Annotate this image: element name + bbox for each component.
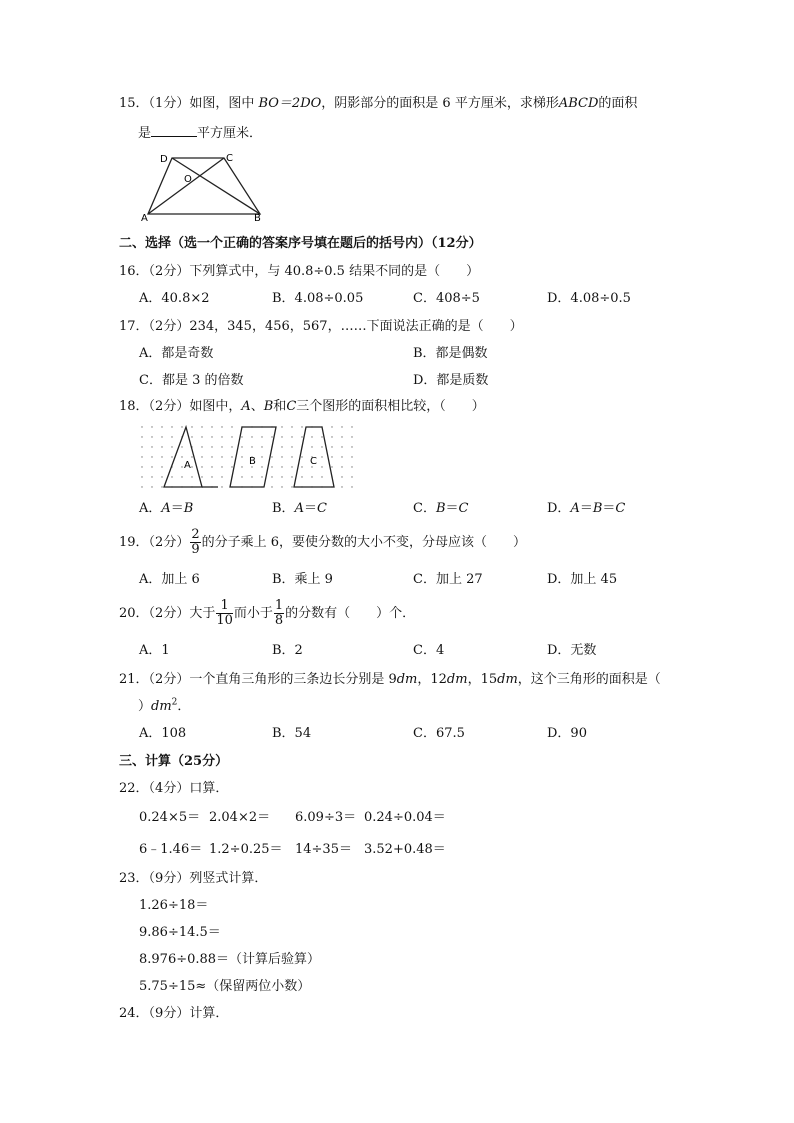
q21-opt-c[interactable]: C．67.5 [413, 726, 465, 741]
q23-item-3: 8.976÷0.88＝（计算后验算） [139, 952, 321, 967]
q17-opt-d[interactable]: D．都是质数 [413, 373, 489, 388]
label-d: D [160, 154, 168, 165]
q17-opt-c[interactable]: C．都是 3 的倍数 [139, 373, 244, 388]
q16-opt-d[interactable]: D．4.08÷0.5 [547, 291, 631, 306]
shape-label-c: C [310, 456, 317, 467]
grid-dots [141, 426, 352, 487]
q18-opt-d[interactable]: D．A＝B＝C [547, 501, 626, 516]
q15-eq: BO＝2DO [258, 96, 322, 111]
q17-opt-a[interactable]: A．都是奇数 [139, 346, 214, 361]
q20-opt-b[interactable]: B．2 [272, 643, 303, 658]
q21-stem: 21．（2分）一个直角三角形的三条边长分别是 9dm，12dm，15dm，这个三角形的面积是（ [119, 672, 661, 687]
q19-stem: 19．（2分） $\frac{2}{9}$ 的分子乘上 6，要使分数的大小不变，分母应该（ ） [119, 527, 527, 557]
q21-opt-a[interactable]: A．108 [139, 726, 187, 741]
q22-stem: 22．（4分）口算． [119, 781, 229, 796]
label-c: C [226, 153, 233, 164]
q16-stem: 16．（2分）下列算式中，与 40.8÷0.5 结果不同的是（ ） [119, 264, 480, 279]
q21-opt-b[interactable]: B．54 [272, 726, 312, 741]
label-a: A [141, 213, 148, 224]
q24-stem: 24．（9分）计算． [119, 1006, 229, 1021]
q16-opt-a[interactable]: A．40.8×2 [139, 291, 210, 306]
q23-item-2: 9.86÷14.5＝ [139, 925, 221, 940]
q18-opt-c[interactable]: C．B＝C [413, 501, 469, 516]
q22-r1-c1: 0.24×5＝ [139, 810, 201, 825]
q15-shape: ABCD [558, 96, 599, 111]
shapes-grid-figure [140, 424, 355, 490]
q17-opt-b[interactable]: B．都是偶数 [413, 346, 488, 361]
q23-item-4: 5.75÷15≈（保留两位小数） [139, 979, 311, 994]
q17-stem: 17．（2分）234，345，456，567，……下面说法正确的是（ ） [119, 319, 523, 334]
label-b: B [254, 213, 261, 224]
q15-line1: 15．（1分）如图，图中 BO＝2DO，阴影部分的面积是 6 平方厘米，求梯形ABCD的面积 [119, 96, 638, 111]
q23-stem: 23．（9分）列竖式计算． [119, 871, 268, 886]
q15-line2: 是 平方厘米． [138, 126, 263, 141]
q16-opt-b[interactable]: B．4.08÷0.05 [272, 291, 364, 306]
q20-opt-c[interactable]: C．4 [413, 643, 445, 658]
section-2-title: 二、选择（选一个正确的答案序号填在题后的括号内）（12分） [119, 236, 482, 251]
q19-opt-a[interactable]: A．加上 6 [139, 572, 200, 587]
q18-stem: 18．（2分）如图中，A、B和C三个图形的面积相比较，（ ） [119, 399, 485, 414]
q20-stem: 20．（2分）大于 $\frac{1}{10}$ 而小于 $\frac{1}{8}$ 的分数有（ ）个． [119, 598, 416, 628]
q22-r2-c3: 14÷35＝ [295, 842, 352, 857]
answer-blank[interactable] [151, 124, 197, 137]
q16-opt-c[interactable]: C．408÷5 [413, 291, 480, 306]
q19-opt-c[interactable]: C．加上 27 [413, 572, 483, 587]
shape-label-a: A [184, 460, 191, 471]
q20-opt-d[interactable]: D．无数 [547, 643, 597, 658]
q22-r1-c2: 2.04×2＝ [209, 810, 271, 825]
q21-opt-d[interactable]: D．90 [547, 726, 587, 741]
q19-opt-b[interactable]: B．乘上 9 [272, 572, 333, 587]
q20-opt-a[interactable]: A．1 [139, 643, 170, 658]
q21-stem-line2: ）$dm^2$． [138, 697, 191, 714]
fraction-1-10: $\frac{1}{10}$ [216, 598, 233, 628]
label-o: O [184, 174, 192, 185]
q18-opt-a[interactable]: A．A＝B [139, 501, 194, 516]
shape-label-b: B [249, 456, 256, 467]
section-3-title: 三、计算（25分） [119, 754, 229, 769]
q22-r1-c4: 0.24÷0.04＝ [364, 810, 446, 825]
q22-r1-c3: 6.09÷3＝ [295, 810, 357, 825]
q23-item-1: 1.26÷18＝ [139, 898, 209, 913]
q19-opt-d[interactable]: D．加上 45 [547, 572, 618, 587]
q18-opt-b[interactable]: B．A＝C [272, 501, 327, 516]
q22-r2-c1: 6﹣1.46＝ [139, 842, 203, 857]
fraction-2-9: $\frac{2}{9}$ [191, 527, 200, 557]
q22-r2-c2: 1.2÷0.25＝ [209, 842, 283, 857]
trapezoid-figure [140, 148, 270, 228]
fraction-1-8: $\frac{1}{8}$ [274, 598, 284, 628]
q22-r2-c4: 3.52+0.48＝ [364, 842, 446, 857]
